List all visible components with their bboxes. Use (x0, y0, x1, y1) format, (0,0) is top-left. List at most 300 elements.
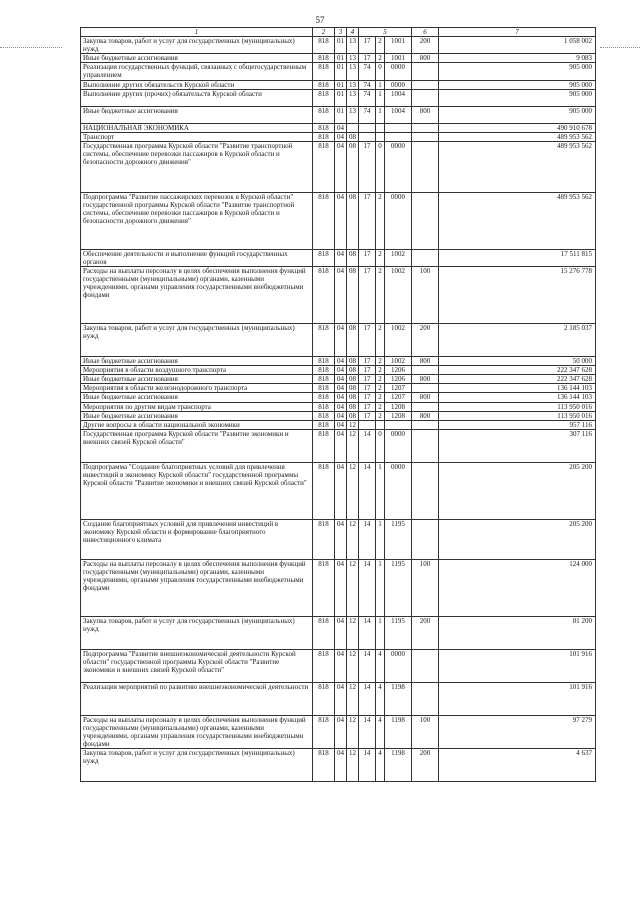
row-name-cell: Реализация мероприятий по развитию внешнеэкономической деятельности (81, 682, 313, 715)
subsection-cell: 12 (347, 559, 359, 616)
section-cell: 04 (335, 249, 347, 266)
amount-cell: 136 144 103 (439, 384, 596, 393)
table-row (81, 366, 596, 375)
header-cell: 2 (313, 28, 335, 37)
section-cell: 04 (335, 462, 347, 519)
amount-cell: 97 279 (439, 715, 596, 748)
target-article-cell: 0000 (385, 462, 412, 519)
target-article-cell: 1001 (385, 37, 412, 54)
target-article-cell: 0 (376, 429, 385, 462)
expense-type-cell: 200 (412, 37, 439, 54)
subsection-cell (347, 123, 359, 132)
target-article-cell: 1004 (385, 89, 412, 106)
amount-cell: 905 000 (439, 63, 596, 80)
target-article-cell: 17 (359, 366, 376, 375)
target-article-cell: 14 (359, 429, 376, 462)
table-row (81, 519, 596, 559)
target-article-cell: 17 (359, 375, 376, 384)
expense-type-cell (412, 141, 439, 192)
target-article-cell: 17 (359, 411, 376, 420)
expense-type-cell (412, 80, 439, 89)
target-article-cell: 1002 (385, 267, 412, 324)
table-row (81, 420, 596, 429)
table-row (81, 749, 596, 782)
subsection-cell: 12 (347, 420, 359, 429)
target-article-cell: 17 (359, 141, 376, 192)
subsection-cell: 08 (347, 375, 359, 384)
row-name-cell: Закупка товаров, работ и услуг для государственных (муниципальных) нужд (81, 749, 313, 782)
margin-dotted-line-right (600, 47, 640, 48)
target-article-cell: 17 (359, 192, 376, 249)
grbs-cell: 818 (313, 616, 335, 649)
grbs-cell: 818 (313, 80, 335, 89)
target-article-cell: 1002 (385, 357, 412, 366)
header-row (81, 28, 596, 37)
amount-cell: 307 116 (439, 429, 596, 462)
expense-type-cell (412, 420, 439, 429)
subsection-cell: 08 (347, 357, 359, 366)
grbs-cell: 818 (313, 37, 335, 54)
row-name-cell: Обеспечение деятельности и выполнение функций государственных органов (81, 249, 313, 266)
target-article-cell: 2 (376, 375, 385, 384)
amount-cell: 205 200 (439, 462, 596, 519)
table-row (81, 123, 596, 132)
grbs-cell: 818 (313, 402, 335, 411)
section-cell: 04 (335, 420, 347, 429)
target-article-cell: 1195 (385, 519, 412, 559)
row-name-cell: Подпрограмма "Создание благоприятных условий для привлечения инвестиций в экономику Курской области" государственной программы Курской области "Развитие экономики и внешних связей Курской области" (81, 462, 313, 519)
budget-table-container (80, 27, 595, 782)
section-cell: 04 (335, 682, 347, 715)
row-name-cell: Мероприятия по другим видам транспорта (81, 402, 313, 411)
row-name-cell: Закупка товаров, работ и услуг для государственных (муниципальных) нужд (81, 37, 313, 54)
target-article-cell: 0000 (385, 80, 412, 89)
grbs-cell: 818 (313, 384, 335, 393)
table-row (81, 402, 596, 411)
section-cell: 01 (335, 63, 347, 80)
subsection-cell: 12 (347, 649, 359, 682)
target-article-cell: 1002 (385, 324, 412, 357)
table-row (81, 649, 596, 682)
target-article-cell: 1207 (385, 393, 412, 402)
table-row (81, 375, 596, 384)
target-article-cell: 2 (376, 324, 385, 357)
grbs-cell: 818 (313, 462, 335, 519)
table-row (81, 429, 596, 462)
table-row (81, 106, 596, 123)
subsection-cell: 13 (347, 63, 359, 80)
target-article-cell: 74 (359, 89, 376, 106)
grbs-cell: 818 (313, 123, 335, 132)
row-name-cell: Мероприятия в области железнодорожного транспорта (81, 384, 313, 393)
amount-cell: 222 347 628 (439, 366, 596, 375)
grbs-cell: 818 (313, 63, 335, 80)
section-cell: 04 (335, 123, 347, 132)
row-name-cell: Закупка товаров, работ и услуг для государственных (муниципальных) нужд (81, 324, 313, 357)
section-cell: 01 (335, 106, 347, 123)
table-row (81, 89, 596, 106)
expense-type-cell: 800 (412, 357, 439, 366)
subsection-cell: 08 (347, 192, 359, 249)
expense-type-cell (412, 402, 439, 411)
target-article-cell: 2 (376, 366, 385, 375)
grbs-cell: 818 (313, 715, 335, 748)
row-name-cell: Другие вопросы в области национальной экономики (81, 420, 313, 429)
amount-cell: 490 910 678 (439, 123, 596, 132)
table-row (81, 192, 596, 249)
expense-type-cell (412, 192, 439, 249)
target-article-cell: 1 (376, 616, 385, 649)
amount-cell: 9 083 (439, 54, 596, 63)
target-article-cell: 1195 (385, 559, 412, 616)
target-article-cell: 0000 (385, 429, 412, 462)
subsection-cell: 08 (347, 384, 359, 393)
section-cell: 04 (335, 559, 347, 616)
row-name-cell: Иные бюджетные ассигнования (81, 393, 313, 402)
table-row (81, 141, 596, 192)
subsection-cell: 13 (347, 37, 359, 54)
target-article-cell (359, 132, 376, 141)
target-article-cell: 74 (359, 80, 376, 89)
target-article-cell: 0000 (385, 649, 412, 682)
grbs-cell: 818 (313, 559, 335, 616)
row-name-cell: Расходы на выплаты персоналу в целях обеспечения выполнения функций государственными (муниципальными) органами, казенными учреждениями, органами управления государственными внебюджетными фондами (81, 559, 313, 616)
target-article-cell: 2 (376, 357, 385, 366)
table-row (81, 249, 596, 266)
amount-cell: 205 200 (439, 519, 596, 559)
expense-type-cell: 200 (412, 616, 439, 649)
target-article-cell: 14 (359, 616, 376, 649)
amount-cell: 17 511 815 (439, 249, 596, 266)
section-cell: 04 (335, 749, 347, 782)
grbs-cell: 818 (313, 749, 335, 782)
header-cell: 3 (335, 28, 347, 37)
row-name-cell: Выполнение других (прочих) обязательств Курской области (81, 89, 313, 106)
table-body (81, 37, 596, 782)
target-article-cell: 1004 (385, 106, 412, 123)
target-article-cell: 14 (359, 749, 376, 782)
subsection-cell: 08 (347, 249, 359, 266)
target-article-cell: 1001 (385, 54, 412, 63)
subsection-cell: 08 (347, 267, 359, 324)
target-article-cell: 14 (359, 649, 376, 682)
subsection-cell: 12 (347, 682, 359, 715)
row-name-cell: Выполнение других обязательств Курской области (81, 80, 313, 89)
row-name-cell: Создание благоприятных условий для привлечения инвестиций в экономику Курской области и формирование благоприятного инвестиционного климата (81, 519, 313, 559)
target-article-cell: 2 (376, 267, 385, 324)
margin-dotted-line-left (0, 47, 62, 48)
amount-cell: 2 185 037 (439, 324, 596, 357)
grbs-cell: 818 (313, 375, 335, 384)
header-cell: 5 (359, 28, 412, 37)
row-name-cell: Транспорт (81, 132, 313, 141)
row-name-cell: Реализация государственных функций, связанных с общегосударственным управлением (81, 63, 313, 80)
row-name-cell: НАЦИОНАЛЬНАЯ ЭКОНОМИКА (81, 123, 313, 132)
amount-cell: 101 916 (439, 682, 596, 715)
expense-type-cell (412, 682, 439, 715)
target-article-cell: 1208 (385, 411, 412, 420)
grbs-cell: 818 (313, 420, 335, 429)
amount-cell: 222 347 628 (439, 375, 596, 384)
row-name-cell: Иные бюджетные ассигнования (81, 357, 313, 366)
row-name-cell: Мероприятия в области воздушного транспорта (81, 366, 313, 375)
target-article-cell: 4 (376, 649, 385, 682)
target-article-cell: 2 (376, 54, 385, 63)
subsection-cell: 12 (347, 519, 359, 559)
subsection-cell: 08 (347, 141, 359, 192)
grbs-cell: 818 (313, 249, 335, 266)
grbs-cell: 818 (313, 324, 335, 357)
row-name-cell: Государственная программа Курской области "Развитие экономики и внешних связей Курской области" (81, 429, 313, 462)
target-article-cell: 14 (359, 559, 376, 616)
grbs-cell: 818 (313, 357, 335, 366)
section-cell: 04 (335, 366, 347, 375)
subsection-cell: 08 (347, 393, 359, 402)
target-article-cell: 14 (359, 682, 376, 715)
subsection-cell: 12 (347, 715, 359, 748)
table-row (81, 715, 596, 748)
grbs-cell: 818 (313, 54, 335, 63)
target-article-cell: 74 (359, 63, 376, 80)
target-article-cell (385, 123, 412, 132)
target-article-cell: 1 (376, 80, 385, 89)
table-row (81, 559, 596, 616)
section-cell: 04 (335, 132, 347, 141)
grbs-cell: 818 (313, 411, 335, 420)
header-cell: 4 (347, 28, 359, 37)
target-article-cell: 2 (376, 192, 385, 249)
target-article-cell: 1206 (385, 375, 412, 384)
grbs-cell: 818 (313, 267, 335, 324)
target-article-cell (359, 123, 376, 132)
target-article-cell: 2 (376, 402, 385, 411)
amount-cell: 489 953 562 (439, 192, 596, 249)
section-cell: 04 (335, 267, 347, 324)
target-article-cell: 0000 (385, 63, 412, 80)
target-article-cell: 0 (376, 63, 385, 80)
target-article-cell: 17 (359, 402, 376, 411)
expense-type-cell (412, 429, 439, 462)
grbs-cell: 818 (313, 366, 335, 375)
target-article-cell: 17 (359, 37, 376, 54)
amount-cell: 15 276 778 (439, 267, 596, 324)
expense-type-cell: 200 (412, 749, 439, 782)
amount-cell: 489 953 562 (439, 141, 596, 192)
target-article-cell (376, 420, 385, 429)
expense-type-cell: 800 (412, 393, 439, 402)
target-article-cell: 1206 (385, 366, 412, 375)
target-article-cell: 14 (359, 715, 376, 748)
expense-type-cell (412, 123, 439, 132)
amount-cell: 136 144 103 (439, 393, 596, 402)
section-cell: 04 (335, 324, 347, 357)
target-article-cell: 0000 (385, 141, 412, 192)
amount-cell: 1 058 002 (439, 37, 596, 54)
target-article-cell: 2 (376, 411, 385, 420)
subsection-cell: 13 (347, 54, 359, 63)
budget-table (80, 27, 596, 782)
expense-type-cell (412, 519, 439, 559)
table-row (81, 54, 596, 63)
row-name-cell: Иные бюджетные ассигнования (81, 411, 313, 420)
target-article-cell: 1 (376, 462, 385, 519)
section-cell: 04 (335, 192, 347, 249)
table-row (81, 357, 596, 366)
target-article-cell: 4 (376, 682, 385, 715)
section-cell: 04 (335, 141, 347, 192)
amount-cell: 101 916 (439, 649, 596, 682)
expense-type-cell: 800 (412, 411, 439, 420)
page-number: 57 (315, 15, 325, 25)
header-cell: 7 (439, 28, 596, 37)
table-row (81, 384, 596, 393)
target-article-cell: 17 (359, 267, 376, 324)
target-article-cell: 14 (359, 519, 376, 559)
target-article-cell: 74 (359, 106, 376, 123)
grbs-cell: 818 (313, 192, 335, 249)
target-article-cell: 0000 (385, 192, 412, 249)
table-row (81, 63, 596, 80)
section-cell: 04 (335, 715, 347, 748)
target-article-cell: 2 (376, 384, 385, 393)
grbs-cell: 818 (313, 519, 335, 559)
table-row (81, 462, 596, 519)
row-name-cell: Расходы на выплаты персоналу в целях обеспечения выполнения функций государственными (муниципальными) органами, казенными учреждениями, органами управления государственными внебюджетными фондами (81, 267, 313, 324)
grbs-cell: 818 (313, 106, 335, 123)
expense-type-cell: 100 (412, 715, 439, 748)
table-row (81, 411, 596, 420)
expense-type-cell (412, 89, 439, 106)
target-article-cell (376, 123, 385, 132)
target-article-cell: 1208 (385, 402, 412, 411)
target-article-cell: 17 (359, 357, 376, 366)
target-article-cell: 17 (359, 249, 376, 266)
grbs-cell: 818 (313, 393, 335, 402)
subsection-cell: 12 (347, 462, 359, 519)
table-row (81, 132, 596, 141)
subsection-cell: 08 (347, 411, 359, 420)
subsection-cell: 13 (347, 89, 359, 106)
table-row (81, 393, 596, 402)
subsection-cell: 08 (347, 132, 359, 141)
target-article-cell: 1198 (385, 682, 412, 715)
expense-type-cell: 100 (412, 559, 439, 616)
row-name-cell: Иные бюджетные ассигнования (81, 375, 313, 384)
subsection-cell: 08 (347, 324, 359, 357)
section-cell: 01 (335, 37, 347, 54)
section-cell: 01 (335, 80, 347, 89)
section-cell: 04 (335, 411, 347, 420)
target-article-cell: 17 (359, 324, 376, 357)
target-article-cell: 1 (376, 89, 385, 106)
subsection-cell: 13 (347, 80, 359, 89)
target-article-cell: 1195 (385, 616, 412, 649)
table-row (81, 37, 596, 54)
section-cell: 04 (335, 519, 347, 559)
expense-type-cell (412, 249, 439, 266)
section-cell: 04 (335, 357, 347, 366)
row-name-cell: Подпрограмма "Развитие пассажирских перевозок в Курской области" государственной программы Курской области "Развитие транспортной системы, обеспечение перевозки пассажиров в Курской области и безопасности дорожного движения" (81, 192, 313, 249)
target-article-cell: 1198 (385, 749, 412, 782)
amount-cell: 905 000 (439, 89, 596, 106)
grbs-cell: 818 (313, 682, 335, 715)
grbs-cell: 818 (313, 429, 335, 462)
amount-cell: 4 637 (439, 749, 596, 782)
target-article-cell (359, 420, 376, 429)
amount-cell: 905 000 (439, 80, 596, 89)
section-cell: 04 (335, 649, 347, 682)
expense-type-cell: 100 (412, 267, 439, 324)
section-cell: 04 (335, 402, 347, 411)
target-article-cell: 4 (376, 749, 385, 782)
row-name-cell: Иные бюджетные ассигнования (81, 54, 313, 63)
target-article-cell: 2 (376, 393, 385, 402)
amount-cell: 113 950 016 (439, 402, 596, 411)
target-article-cell: 2 (376, 37, 385, 54)
expense-type-cell: 200 (412, 324, 439, 357)
table-row (81, 267, 596, 324)
expense-type-cell (412, 132, 439, 141)
amount-cell: 113 950 016 (439, 411, 596, 420)
subsection-cell: 13 (347, 106, 359, 123)
amount-cell: 905 000 (439, 106, 596, 123)
grbs-cell: 818 (313, 89, 335, 106)
target-article-cell (385, 132, 412, 141)
target-article-cell: 1002 (385, 249, 412, 266)
grbs-cell: 818 (313, 141, 335, 192)
row-name-cell: Закупка товаров, работ и услуг для государственных (муниципальных) нужд (81, 616, 313, 649)
amount-cell: 50 000 (439, 357, 596, 366)
table-row (81, 80, 596, 89)
amount-cell: 489 953 562 (439, 132, 596, 141)
subsection-cell: 08 (347, 366, 359, 375)
amount-cell: 124 000 (439, 559, 596, 616)
section-cell: 04 (335, 384, 347, 393)
expense-type-cell: 800 (412, 54, 439, 63)
target-article-cell: 17 (359, 393, 376, 402)
target-article-cell: 1 (376, 106, 385, 123)
target-article-cell: 1198 (385, 715, 412, 748)
expense-type-cell (412, 384, 439, 393)
target-article-cell (376, 132, 385, 141)
target-article-cell: 1207 (385, 384, 412, 393)
table-row (81, 616, 596, 649)
subsection-cell: 08 (347, 402, 359, 411)
row-name-cell: Государственная программа Курской области "Развитие транспортной системы, обеспечение перевозки пассажиров в Курской области и безопасности дорожного движения" (81, 141, 313, 192)
table-row (81, 324, 596, 357)
target-article-cell: 4 (376, 715, 385, 748)
target-article-cell: 0 (376, 141, 385, 192)
expense-type-cell: 800 (412, 106, 439, 123)
row-name-cell: Подпрограмма "Развитие внешнеэкономической деятельности Курской области" государственной программы Курской области "Развитие экономики и внешних связей Курской области" (81, 649, 313, 682)
header-cell: 1 (81, 28, 313, 37)
target-article-cell: 17 (359, 384, 376, 393)
table-row (81, 682, 596, 715)
amount-cell: 81 200 (439, 616, 596, 649)
target-article-cell: 1 (376, 519, 385, 559)
section-cell: 04 (335, 375, 347, 384)
row-name-cell: Иные бюджетные ассигнования (81, 106, 313, 123)
row-name-cell: Расходы на выплаты персоналу в целях обеспечения выполнения функций государственными (муниципальными) органами, казенными учреждениями, органами управления государственными внебюджетными фондами (81, 715, 313, 748)
target-article-cell: 17 (359, 54, 376, 63)
target-article-cell: 14 (359, 462, 376, 519)
subsection-cell: 12 (347, 429, 359, 462)
expense-type-cell (412, 649, 439, 682)
target-article-cell (385, 420, 412, 429)
section-cell: 01 (335, 89, 347, 106)
target-article-cell: 2 (376, 249, 385, 266)
header-cell: 6 (412, 28, 439, 37)
